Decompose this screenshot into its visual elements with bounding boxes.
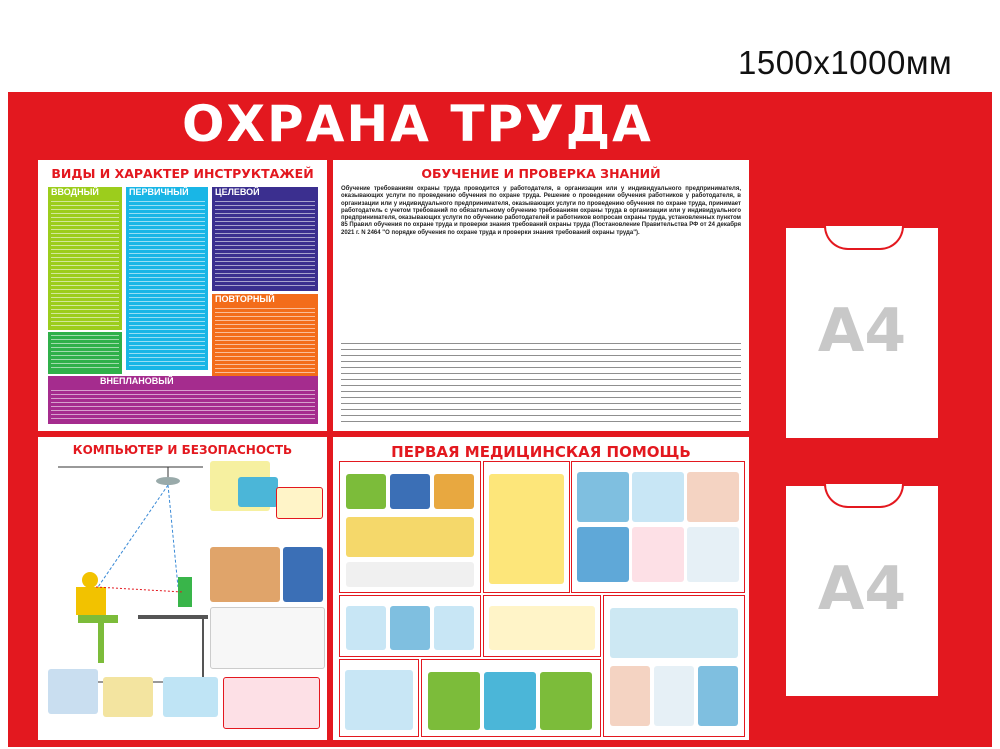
board-title: ОХРАНА ТРУДА xyxy=(182,95,653,153)
first-aid-title: ПЕРВАЯ МЕДИЦИНСКАЯ ПОМОЩЬ xyxy=(391,443,691,461)
training-body-text xyxy=(341,343,741,423)
instruction-tag: ПОВТОРНЫЙ xyxy=(215,294,275,304)
first-aid-cell xyxy=(603,595,745,737)
text-lines xyxy=(51,390,315,421)
exercise-diagram xyxy=(210,607,325,669)
first-aid-panel xyxy=(333,437,749,740)
first-aid-cell xyxy=(339,659,419,737)
a4-label: A4 xyxy=(817,554,907,624)
training-title: ОБУЧЕНИЕ И ПРОВЕРКА ЗНАНИЙ xyxy=(421,166,661,181)
info-card xyxy=(223,677,320,729)
text-lines xyxy=(51,335,119,371)
training-panel xyxy=(333,160,749,431)
screen-image xyxy=(238,477,278,507)
instruction-block-introductory-extra xyxy=(48,332,122,374)
a4-label: A4 xyxy=(817,296,907,366)
instruction-tag: ЦЕЛЕВОЙ xyxy=(215,187,260,197)
first-aid-cell xyxy=(339,461,481,593)
a4-pocket[interactable] xyxy=(784,226,940,440)
instruction-block-repeat xyxy=(212,294,318,380)
text-lines xyxy=(215,308,315,377)
instruction-tag: ПЕРВИЧНЫЙ xyxy=(129,187,189,197)
info-card xyxy=(48,669,98,714)
office-desk-image xyxy=(210,547,280,602)
instruction-block-introductory xyxy=(48,187,122,330)
instruction-block-unscheduled xyxy=(48,376,318,424)
computer-title: КОМПЬЮТЕР И БЕЗОПАСНОСТЬ xyxy=(72,443,293,457)
info-card xyxy=(103,677,153,717)
size-label: 1500x1000мм xyxy=(738,44,953,81)
first-aid-cell xyxy=(421,659,601,737)
pocket-notch xyxy=(824,226,904,250)
text-lines xyxy=(51,201,119,327)
instruction-block-target xyxy=(212,187,318,291)
note-box xyxy=(276,487,323,519)
office-chair-image xyxy=(283,547,323,602)
first-aid-cell xyxy=(571,461,745,593)
instruction-block-primary xyxy=(126,187,208,370)
first-aid-cell xyxy=(339,595,481,657)
computer-panel xyxy=(38,437,327,740)
ceiling-lamp-icon xyxy=(156,477,180,485)
instructions-panel xyxy=(38,160,327,431)
pocket-notch xyxy=(824,484,904,508)
first-aid-cell xyxy=(483,461,570,593)
a4-pocket[interactable] xyxy=(784,484,940,698)
first-aid-cell xyxy=(483,595,601,657)
instruction-tag: ВВОДНЫЙ xyxy=(51,187,99,197)
instructions-title: ВИДЫ И ХАРАКТЕР ИНСТРУКТАЖЕЙ xyxy=(51,166,314,181)
info-card xyxy=(163,677,218,717)
person-figure xyxy=(76,587,106,615)
text-lines xyxy=(215,201,315,288)
text-lines xyxy=(129,201,205,367)
instruction-tag: ВНЕПЛАНОВЫЙ xyxy=(100,376,174,386)
training-intro-text: Обучение требованиям охраны труда проводится у работодателя, в организации или у индивидуального предпринимателя, оказывающих услуги по проведению обучения по охране труда. Решение о проведении обучения работников у работодателя, в организации или у индивидуального предпринимателя, оказывающих услуги по проведению обучения по охране труда, принимает работодатель с учетом требований по обязательному обучению требованиям охраны труда в организации или у индивидуального предпринимателя, оказывающих услуги по обучению работодателей и работников вопросам охраны труда, установленных пунктом 85 Правил обучения по охране труда и проверки знания требований охраны труда (Постановление Правительства РФ от 24 декабря 2021 г. N 2464 "О порядке обучения по охране труда и проверки знания требований охраны труда"). xyxy=(341,186,741,236)
